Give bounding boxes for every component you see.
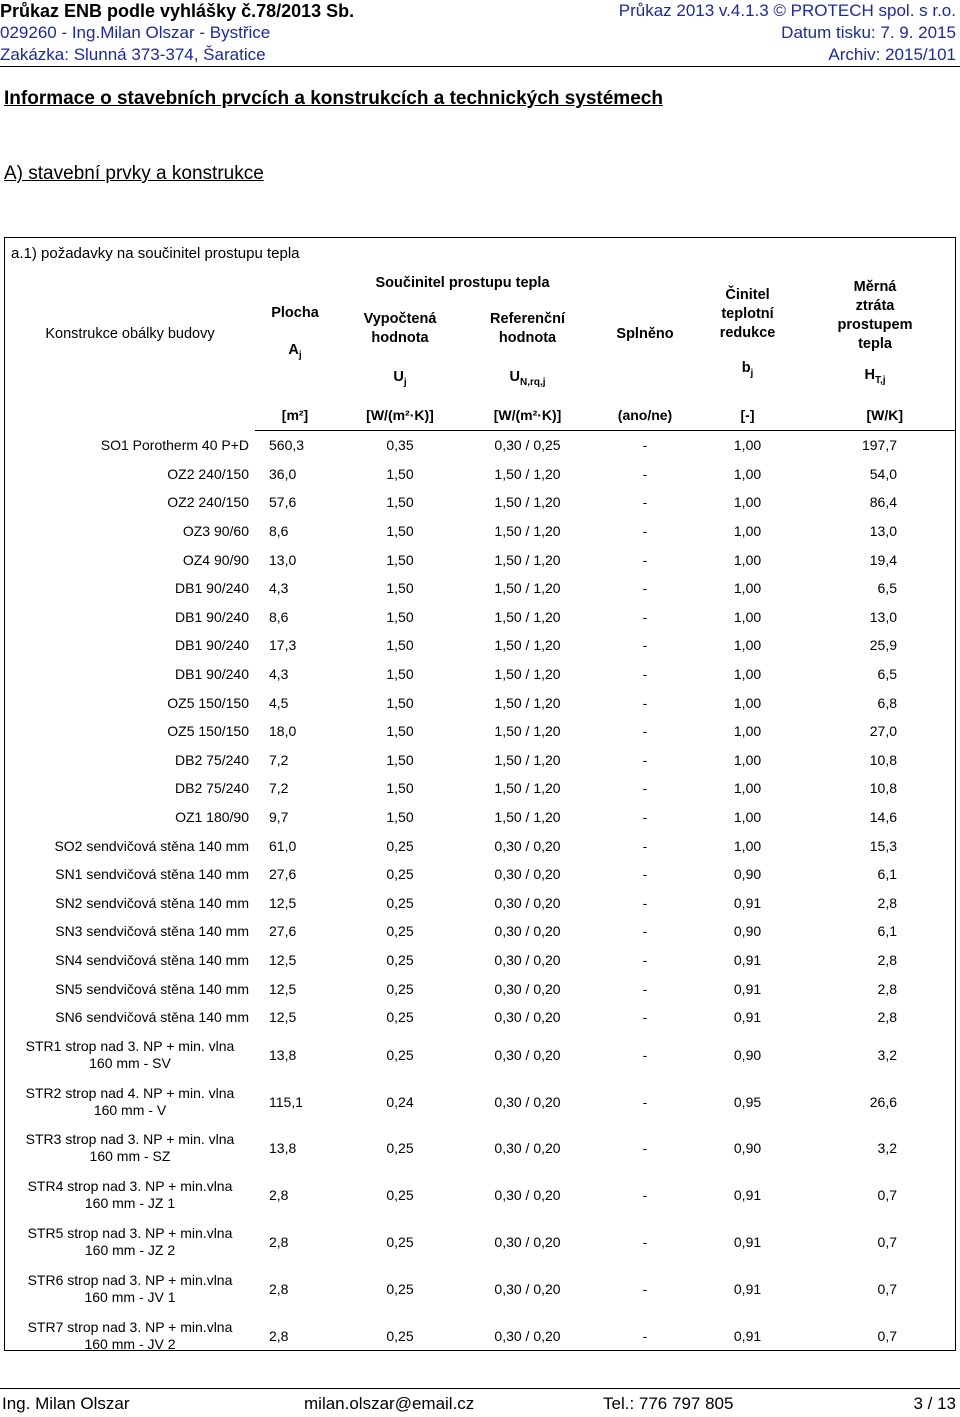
cell-area: 560,3 [269, 437, 305, 454]
table-row [5, 1031, 955, 1078]
unit-u-calculated: [W/(m²·K)] [335, 400, 465, 431]
table-row [5, 717, 955, 746]
cell-u-reference: 1,50 / 1,20 [494, 694, 561, 711]
table-row [5, 660, 955, 689]
cell-reduction-factor: 1,00 [733, 666, 762, 683]
cell-fulfilled: - [642, 1093, 648, 1110]
cell-u-reference: 1,50 / 1,20 [494, 780, 561, 797]
cell-u-reference: 0,30 / 0,20 [494, 1093, 561, 1110]
table-row [5, 889, 955, 918]
document-title: Průkaz ENB podle vyhlášky č.78/2013 Sb. [0, 1, 355, 21]
cell-fulfilled: - [642, 608, 648, 625]
cell-u-calculated: 0,35 [386, 437, 414, 454]
author: 029260 - Ing.Milan Olszar - Bystřice [0, 23, 271, 42]
cell-reduction-factor: 0,90 [733, 1046, 762, 1063]
cell-fulfilled: - [642, 980, 648, 997]
archive: Archiv: 2015/101 [828, 45, 956, 64]
cell-heat-loss: 0,7 [877, 1187, 898, 1204]
cell-reduction-factor: 0,90 [733, 1140, 762, 1157]
cell-u-reference: 0,30 / 0,25 [494, 437, 561, 454]
cell-fulfilled: - [642, 866, 648, 883]
cell-construction: STR7 strop nad 3. NP + min.vlna 160 mm - JV 2 [27, 1318, 233, 1352]
unit-construction [5, 400, 255, 431]
cell-heat-loss: 25,9 [869, 637, 898, 654]
cell-area: 57,6 [269, 494, 297, 511]
cell-fulfilled: - [642, 494, 648, 511]
cell-fulfilled: - [642, 437, 648, 454]
cell-area: 4,3 [269, 666, 289, 683]
cell-u-calculated: 0,25 [386, 1046, 414, 1063]
cell-area: 13,8 [269, 1046, 297, 1063]
cell-area: 36,0 [269, 465, 297, 482]
footer-phone: Tel.: 776 797 805 [603, 1394, 734, 1413]
cell-reduction-factor: 1,00 [733, 523, 762, 540]
cell-u-reference: 1,50 / 1,20 [494, 723, 561, 740]
cell-u-calculated: 0,25 [386, 1187, 414, 1204]
cell-u-calculated: 1,50 [386, 551, 414, 568]
table-row [5, 1125, 955, 1172]
cell-fulfilled: - [642, 1327, 648, 1344]
table-row [5, 1003, 955, 1032]
table-title: a.1) požadavky na součinitel prostupu tepla [11, 245, 300, 262]
cell-construction: DB1 90/240 [175, 608, 249, 625]
cell-heat-loss: 0,7 [877, 1327, 898, 1344]
requirements-table-box [4, 237, 956, 1351]
table-row [5, 974, 955, 1003]
cell-reduction-factor: 1,00 [733, 780, 762, 797]
cell-area: 12,5 [269, 894, 297, 911]
table-row [5, 1172, 955, 1219]
cell-area: 27,6 [269, 866, 297, 883]
col-u-group: Součinitel prostupu tepla [375, 274, 550, 291]
cell-heat-loss: 10,8 [869, 751, 898, 768]
cell-heat-loss: 2,8 [877, 1009, 898, 1026]
cell-fulfilled: - [642, 465, 648, 482]
cell-area: 2,8 [269, 1280, 289, 1297]
cell-u-reference: 0,30 / 0,20 [494, 866, 561, 883]
cell-reduction-factor: 1,00 [733, 580, 762, 597]
col-u-calculated-symbol: $U_j$ [393, 369, 407, 388]
table-row [5, 917, 955, 946]
cell-construction: STR5 strop nad 3. NP + min.vlna 160 mm - JZ 2 [27, 1225, 233, 1259]
cell-area: 9,7 [269, 809, 289, 826]
cell-construction: OZ3 90/60 [182, 523, 249, 540]
cell-fulfilled: - [642, 551, 648, 568]
col-u-calculated: Vypočtená hodnota [363, 311, 437, 346]
col-construction: Konstrukce obálky budovy [45, 325, 215, 342]
cell-construction: SN3 sendvičová stěna 140 mm [55, 923, 249, 940]
cell-heat-loss: 26,6 [869, 1093, 898, 1110]
col-reduction-factor: Činitel teplotní redukce $b_j$ [719, 286, 776, 379]
cell-u-calculated: 0,25 [386, 837, 414, 854]
table-row [5, 803, 955, 832]
cell-u-calculated: 0,25 [386, 866, 414, 883]
cell-reduction-factor: 1,00 [733, 437, 762, 454]
footer-divider [0, 1388, 960, 1389]
col-u-reference-symbol: $U_{N,rq,j}$ [509, 369, 546, 388]
col-area: Plocha $A_j$ [271, 304, 319, 361]
cell-area: 8,6 [269, 608, 289, 625]
cell-u-calculated: 1,50 [386, 780, 414, 797]
cell-reduction-factor: 0,91 [733, 1234, 762, 1251]
col-u-reference: Referenční hodnota [490, 311, 565, 346]
cell-construction: STR6 strop nad 3. NP + min.vlna 160 mm - JV 1 [27, 1271, 233, 1305]
cell-heat-loss: 14,6 [869, 809, 898, 826]
cell-area: 12,5 [269, 980, 297, 997]
header-row-1 [5, 268, 955, 298]
cell-area: 2,8 [269, 1327, 289, 1344]
cell-heat-loss: 6,1 [877, 923, 898, 940]
col-fulfilled: Splněno [616, 325, 674, 342]
cell-construction: DB2 75/240 [175, 751, 249, 768]
cell-u-calculated: 1,50 [386, 523, 414, 540]
cell-u-calculated: 0,25 [386, 1140, 414, 1157]
cell-u-reference: 0,30 / 0,20 [494, 1140, 561, 1157]
cell-reduction-factor: 1,00 [733, 837, 762, 854]
cell-construction: SN6 sendvičová stěna 140 mm [55, 1009, 249, 1026]
cell-area: 13,8 [269, 1140, 297, 1157]
cell-u-reference: 1,50 / 1,20 [494, 809, 561, 826]
cell-fulfilled: - [642, 837, 648, 854]
cell-construction: OZ2 240/150 [167, 465, 249, 482]
cell-reduction-factor: 0,91 [733, 1187, 762, 1204]
cell-heat-loss: 15,3 [869, 837, 898, 854]
cell-u-calculated: 0,25 [386, 923, 414, 940]
cell-fulfilled: - [642, 694, 648, 711]
table-row [5, 1219, 955, 1266]
cell-u-calculated: 1,50 [386, 465, 414, 482]
table-row [5, 860, 955, 889]
table-row [5, 774, 955, 803]
cell-heat-loss: 6,5 [877, 666, 898, 683]
cell-heat-loss: 13,0 [869, 608, 898, 625]
cell-area: 12,5 [269, 951, 297, 968]
table-row [5, 431, 955, 460]
cell-u-reference: 1,50 / 1,20 [494, 494, 561, 511]
cell-fulfilled: - [642, 894, 648, 911]
cell-construction: DB2 75/240 [175, 780, 249, 797]
cell-heat-loss: 6,1 [877, 866, 898, 883]
cell-u-reference: 0,30 / 0,20 [494, 1046, 561, 1063]
cell-u-calculated: 0,25 [386, 1234, 414, 1251]
cell-reduction-factor: 1,00 [733, 608, 762, 625]
cell-reduction-factor: 1,00 [733, 465, 762, 482]
cell-reduction-factor: 0,90 [733, 923, 762, 940]
cell-u-reference: 0,30 / 0,20 [494, 923, 561, 940]
cell-u-reference: 0,30 / 0,20 [494, 837, 561, 854]
cell-u-calculated: 1,50 [386, 608, 414, 625]
contract: Zakázka: Slunná 373-374, Šaratice [0, 45, 266, 64]
cell-heat-loss: 197,7 [861, 437, 898, 454]
cell-fulfilled: - [642, 780, 648, 797]
cell-reduction-factor: 0,91 [733, 1327, 762, 1344]
header-line-1 [0, 0, 960, 22]
cell-u-calculated: 1,50 [386, 580, 414, 597]
cell-area: 4,5 [269, 694, 289, 711]
cell-construction: SO2 sendvičová stěna 140 mm [54, 837, 249, 854]
cell-u-reference: 0,30 / 0,20 [494, 980, 561, 997]
cell-construction: OZ5 150/150 [167, 694, 249, 711]
cell-fulfilled: - [642, 809, 648, 826]
cell-u-calculated: 0,25 [386, 951, 414, 968]
cell-u-calculated: 0,25 [386, 1009, 414, 1026]
cell-u-calculated: 0,25 [386, 980, 414, 997]
cell-area: 2,8 [269, 1234, 289, 1251]
table-row [5, 688, 955, 717]
cell-area: 7,2 [269, 751, 289, 768]
cell-construction: STR1 strop nad 3. NP + min. vlna 160 mm - SV [25, 1037, 235, 1071]
cell-construction: STR4 strop nad 3. NP + min.vlna 160 mm - JZ 1 [27, 1178, 233, 1212]
cell-fulfilled: - [642, 637, 648, 654]
header-line-3 [0, 44, 960, 66]
units-row [5, 400, 955, 431]
cell-u-reference: 0,30 / 0,20 [494, 1280, 561, 1297]
cell-u-reference: 0,30 / 0,20 [494, 894, 561, 911]
cell-u-calculated: 1,50 [386, 751, 414, 768]
cell-reduction-factor: 0,91 [733, 980, 762, 997]
cell-construction: STR3 strop nad 3. NP + min. vlna 160 mm - SZ [25, 1131, 235, 1165]
cell-fulfilled: - [642, 1046, 648, 1063]
cell-fulfilled: - [642, 751, 648, 768]
cell-area: 8,6 [269, 523, 289, 540]
header-line-2 [0, 22, 960, 44]
cell-area: 12,5 [269, 1009, 297, 1026]
cell-reduction-factor: 1,00 [733, 637, 762, 654]
cell-area: 61,0 [269, 837, 297, 854]
cell-heat-loss: 19,4 [869, 551, 898, 568]
cell-heat-loss: 2,8 [877, 980, 898, 997]
table-body [5, 431, 955, 1360]
cell-construction: SN1 sendvičová stěna 140 mm [55, 866, 249, 883]
cell-reduction-factor: 0,91 [733, 1280, 762, 1297]
cell-u-calculated: 1,50 [386, 637, 414, 654]
cell-fulfilled: - [642, 580, 648, 597]
cell-reduction-factor: 1,00 [733, 751, 762, 768]
cell-construction: SN2 sendvičová stěna 140 mm [55, 894, 249, 911]
cell-u-calculated: 1,50 [386, 694, 414, 711]
cell-fulfilled: - [642, 1234, 648, 1251]
cell-u-calculated: 0,25 [386, 1327, 414, 1344]
cell-heat-loss: 54,0 [869, 465, 898, 482]
cell-heat-loss: 2,8 [877, 951, 898, 968]
cell-construction: SO1 Porotherm 40 P+D [100, 437, 249, 454]
cell-u-reference: 1,50 / 1,20 [494, 523, 561, 540]
cell-construction: DB1 90/240 [175, 580, 249, 597]
cell-u-calculated: 1,50 [386, 723, 414, 740]
cell-fulfilled: - [642, 1009, 648, 1026]
cell-u-reference: 1,50 / 1,20 [494, 637, 561, 654]
table-row [5, 460, 955, 489]
table-row [5, 517, 955, 546]
cell-u-calculated: 1,50 [386, 494, 414, 511]
table-row [5, 1312, 955, 1359]
cell-u-reference: 1,50 / 1,20 [494, 608, 561, 625]
table-row [5, 1078, 955, 1125]
table-row [5, 574, 955, 603]
table-row [5, 746, 955, 775]
cell-area: 7,2 [269, 780, 289, 797]
cell-u-reference: 0,30 / 0,20 [494, 1327, 561, 1344]
cell-reduction-factor: 0,90 [733, 866, 762, 883]
table-row [5, 1265, 955, 1312]
cell-u-calculated: 0,24 [386, 1093, 414, 1110]
cell-u-reference: 0,30 / 0,20 [494, 1234, 561, 1251]
cell-construction: STR2 strop nad 4. NP + min. vlna 160 mm - V [25, 1084, 235, 1118]
u-value-requirements-table [5, 268, 955, 1359]
table-row [5, 545, 955, 574]
cell-heat-loss: 0,7 [877, 1234, 898, 1251]
cell-reduction-factor: 1,00 [733, 723, 762, 740]
cell-construction: OZ4 90/90 [182, 551, 249, 568]
cell-construction: DB1 90/240 [175, 666, 249, 683]
cell-reduction-factor: 0,91 [733, 1009, 762, 1026]
col-heat-loss: Měrná ztráta prostupem tepla $H_{T,j}$ [837, 279, 913, 386]
footer-name: Ing. Milan Olszar [2, 1394, 130, 1413]
cell-reduction-factor: 1,00 [733, 809, 762, 826]
unit-fulfilled: (ano/ne) [590, 400, 700, 431]
cell-construction: OZ5 150/150 [167, 723, 249, 740]
unit-area: [m²] [255, 400, 335, 431]
cell-u-reference: 1,50 / 1,20 [494, 551, 561, 568]
cell-reduction-factor: 1,00 [733, 494, 762, 511]
section-title: Informace o stavebních prvcích a konstrukcích a technických systémech [4, 88, 663, 109]
cell-reduction-factor: 0,95 [733, 1093, 762, 1110]
cell-heat-loss: 13,0 [869, 523, 898, 540]
cell-reduction-factor: 1,00 [733, 551, 762, 568]
cell-heat-loss: 3,2 [877, 1046, 898, 1063]
cell-heat-loss: 3,2 [877, 1140, 898, 1157]
cell-fulfilled: - [642, 951, 648, 968]
print-date: Datum tisku: 7. 9. 2015 [781, 23, 956, 42]
header-divider [0, 66, 960, 67]
cell-construction: OZ2 240/150 [167, 494, 249, 511]
cell-u-calculated: 1,50 [386, 809, 414, 826]
cell-heat-loss: 2,8 [877, 894, 898, 911]
table-row [5, 631, 955, 660]
cell-area: 18,0 [269, 723, 297, 740]
cell-u-reference: 0,30 / 0,20 [494, 1009, 561, 1026]
cell-u-reference: 1,50 / 1,20 [494, 751, 561, 768]
footer [0, 1393, 960, 1415]
cell-fulfilled: - [642, 1187, 648, 1204]
cell-area: 2,8 [269, 1187, 289, 1204]
cell-reduction-factor: 0,91 [733, 951, 762, 968]
subsection-title: A) stavební prvky a konstrukce [4, 163, 264, 184]
cell-heat-loss: 6,5 [877, 580, 898, 597]
cell-fulfilled: - [642, 923, 648, 940]
cell-area: 115,1 [269, 1093, 303, 1110]
table-row [5, 831, 955, 860]
table-row [5, 946, 955, 975]
cell-heat-loss: 27,0 [869, 723, 898, 740]
table-row [5, 488, 955, 517]
cell-heat-loss: 6,8 [877, 694, 898, 711]
cell-fulfilled: - [642, 1140, 648, 1157]
cell-fulfilled: - [642, 723, 648, 740]
cell-fulfilled: - [642, 666, 648, 683]
table-row [5, 603, 955, 632]
cell-u-reference: 0,30 / 0,20 [494, 951, 561, 968]
cell-reduction-factor: 0,91 [733, 894, 762, 911]
cell-heat-loss: 10,8 [869, 780, 898, 797]
cell-reduction-factor: 1,00 [733, 694, 762, 711]
cell-area: 13,0 [269, 551, 297, 568]
cell-heat-loss: 0,7 [877, 1280, 898, 1297]
cell-fulfilled: - [642, 1280, 648, 1297]
unit-u-reference: [W/(m²·K)] [465, 400, 590, 431]
cell-u-reference: 1,50 / 1,20 [494, 580, 561, 597]
software-version: Průkaz 2013 v.4.1.3 © PROTECH spol. s r.o. [618, 1, 956, 20]
cell-u-calculated: 1,50 [386, 666, 414, 683]
cell-u-reference: 1,50 / 1,20 [494, 666, 561, 683]
footer-email: milan.olszar@email.cz [304, 1394, 475, 1413]
cell-construction: OZ1 180/90 [175, 809, 249, 826]
cell-construction: SN5 sendvičová stěna 140 mm [55, 980, 249, 997]
unit-reduction-factor: [-] [700, 400, 795, 431]
cell-fulfilled: - [642, 523, 648, 540]
cell-u-reference: 0,30 / 0,20 [494, 1187, 561, 1204]
cell-u-calculated: 0,25 [386, 1280, 414, 1297]
cell-u-calculated: 0,25 [386, 894, 414, 911]
cell-area: 27,6 [269, 923, 297, 940]
cell-construction: DB1 90/240 [175, 637, 249, 654]
cell-u-reference: 1,50 / 1,20 [494, 465, 561, 482]
unit-heat-loss: [W/K] [795, 400, 955, 431]
cell-area: 17,3 [269, 637, 297, 654]
cell-heat-loss: 86,4 [869, 494, 898, 511]
footer-page: 3 / 13 [913, 1394, 956, 1413]
cell-construction: SN4 sendvičová stěna 140 mm [55, 951, 249, 968]
cell-area: 4,3 [269, 580, 289, 597]
